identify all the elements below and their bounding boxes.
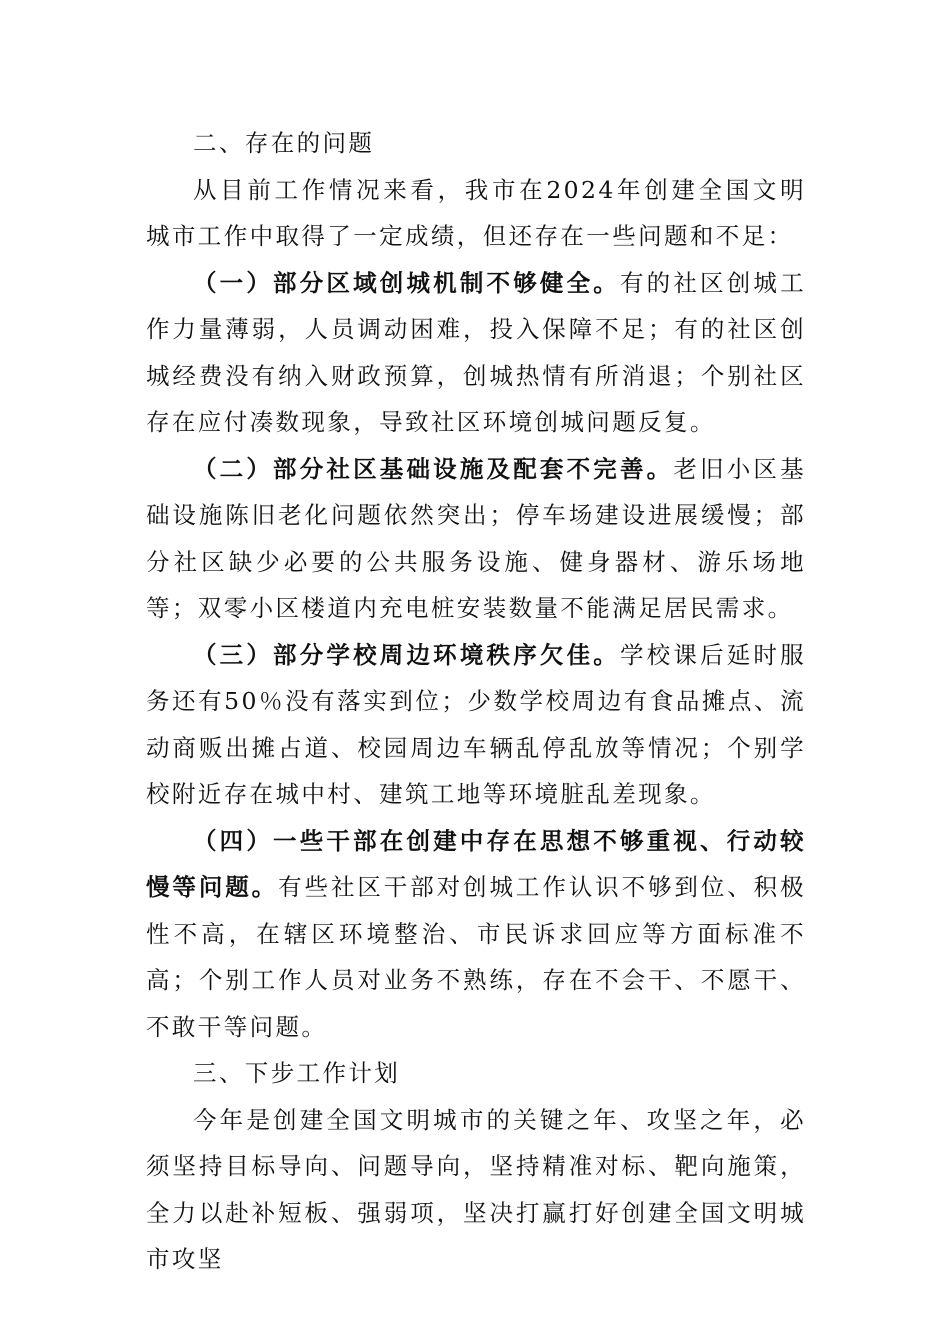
- section-heading-plan: 三、下步工作计划: [193, 1059, 401, 1087]
- problem-item-2-body: 老旧小区基础设施陈旧老化问题依然突出；停车场建设进展缓慢；部分社区缺少必要的公共服务设施、健身器材、游乐场地等；双零小区楼道内充电桩安装数量不能满足居民需求。: [146, 454, 807, 622]
- problem-item-3: [146, 632, 806, 818]
- document-page: [146, 120, 806, 1283]
- problem-item-3-body: 学校课后延时服务还有50％没有落实到位；少数学校周边有食品摊点、流动商贩出摊占道、校园周边车辆乱停乱放等情况；个别学校附近存在城中村、建筑工地等环境脏乱差现象。: [146, 640, 806, 808]
- problem-item-4-body: 有些社区干部对创城工作认识不够到位、积极性不高，在辖区环境整治、市民诉求回应等方面标准不高；个别工作人员对业务不熟练，存在不会干、不愿干、不敢干等问题。: [146, 873, 807, 1041]
- problem-item-3-lead: （三）部分学校周边环境秩序欠佳。: [193, 640, 620, 669]
- section-heading-problems: 二、存在的问题: [193, 129, 375, 157]
- problem-item-1: [146, 260, 806, 446]
- problem-item-4-lead: （四）一些干部在创建中存在思想不够重视、行动较慢等问题。: [146, 826, 806, 901]
- section-intro-problems: 从目前工作情况来看，我市在2024年创建全国文明城市工作中取得了一定成绩，但还存在一些问题和不足：: [146, 175, 806, 250]
- problem-item-1-body: 有的社区创城工作力量薄弱，人员调动困难，投入保障不足；有的社区创城经费没有纳入财政预算，创城热情有所消退；个别社区存在应付凑数现象，导致社区环境创城问题反复。: [146, 268, 806, 436]
- problem-item-2-lead: （二）部分社区基础设施及配套不完善。: [193, 454, 674, 483]
- problem-item-1-lead: （一）部分区域创城机制不够健全。: [193, 268, 620, 297]
- problem-item-2: [146, 446, 806, 632]
- problem-item-4: [146, 818, 806, 1051]
- section-intro-plan: 今年是创建全国文明城市的关键之年、攻坚之年，必须坚持目标导向、问题导向，坚持精准对标、靶向施策，全力以赴补短板、强弱项，坚决打赢打好创建全国文明城市攻坚: [146, 1105, 806, 1273]
